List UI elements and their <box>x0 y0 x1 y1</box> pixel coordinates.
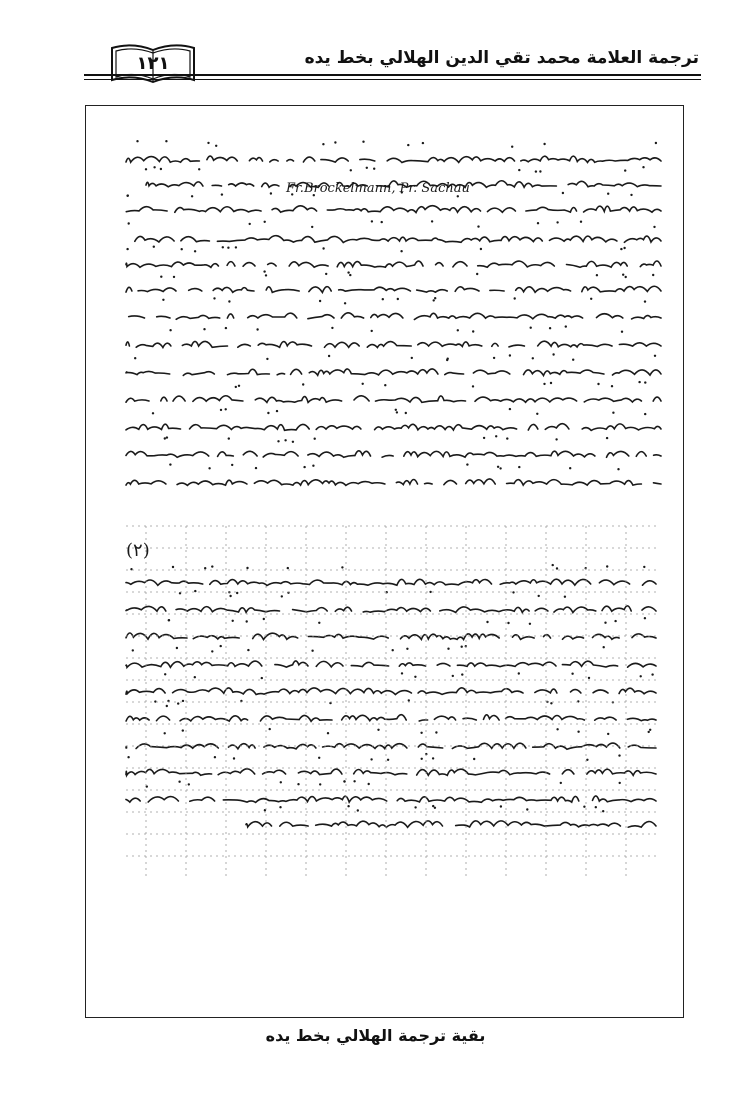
page-header-title: ترجمة العلامة محمد تقي الدين الهلالي بخط يده <box>304 48 699 68</box>
page-number-badge <box>108 40 198 84</box>
handwritten-line-3 <box>123 236 661 243</box>
handwritten-line-20 <box>126 769 656 775</box>
handwritten-line-12 <box>126 479 661 485</box>
handwritten-line-10 <box>126 424 661 431</box>
handwritten-line-13 <box>126 579 656 585</box>
handwritten-line-17 <box>126 688 656 695</box>
handwritten-line-21 <box>126 796 656 802</box>
latin-names: Fr.Brockelmann, Pr. Sachau <box>286 181 470 196</box>
handwritten-line-18 <box>119 715 656 722</box>
handwritten-line-9 <box>126 396 661 403</box>
page-number: ١٢١ <box>136 53 170 74</box>
handwritten-line-11 <box>126 451 661 458</box>
handwritten-line-2 <box>119 206 661 213</box>
handwritten-line-4 <box>119 261 662 267</box>
handwritten-manuscript <box>86 106 685 1019</box>
handwritten-line-5 <box>126 286 661 292</box>
header-rule-top <box>84 74 701 76</box>
handwritten-line-8 <box>115 369 661 376</box>
handwritten-line-14 <box>126 606 656 613</box>
page-caption: بقية ترجمة الهلالي بخط يده <box>265 1026 486 1045</box>
header-rule-bottom <box>84 79 701 80</box>
handwritten-line-7 <box>126 341 661 347</box>
handwritten-line-22 <box>246 821 656 827</box>
handwritten-line-6 <box>115 313 661 320</box>
manuscript-frame <box>85 105 684 1018</box>
handwritten-line-0 <box>126 156 661 162</box>
marginal-number: (٢) <box>126 540 150 561</box>
handwritten-line-16 <box>126 661 656 667</box>
